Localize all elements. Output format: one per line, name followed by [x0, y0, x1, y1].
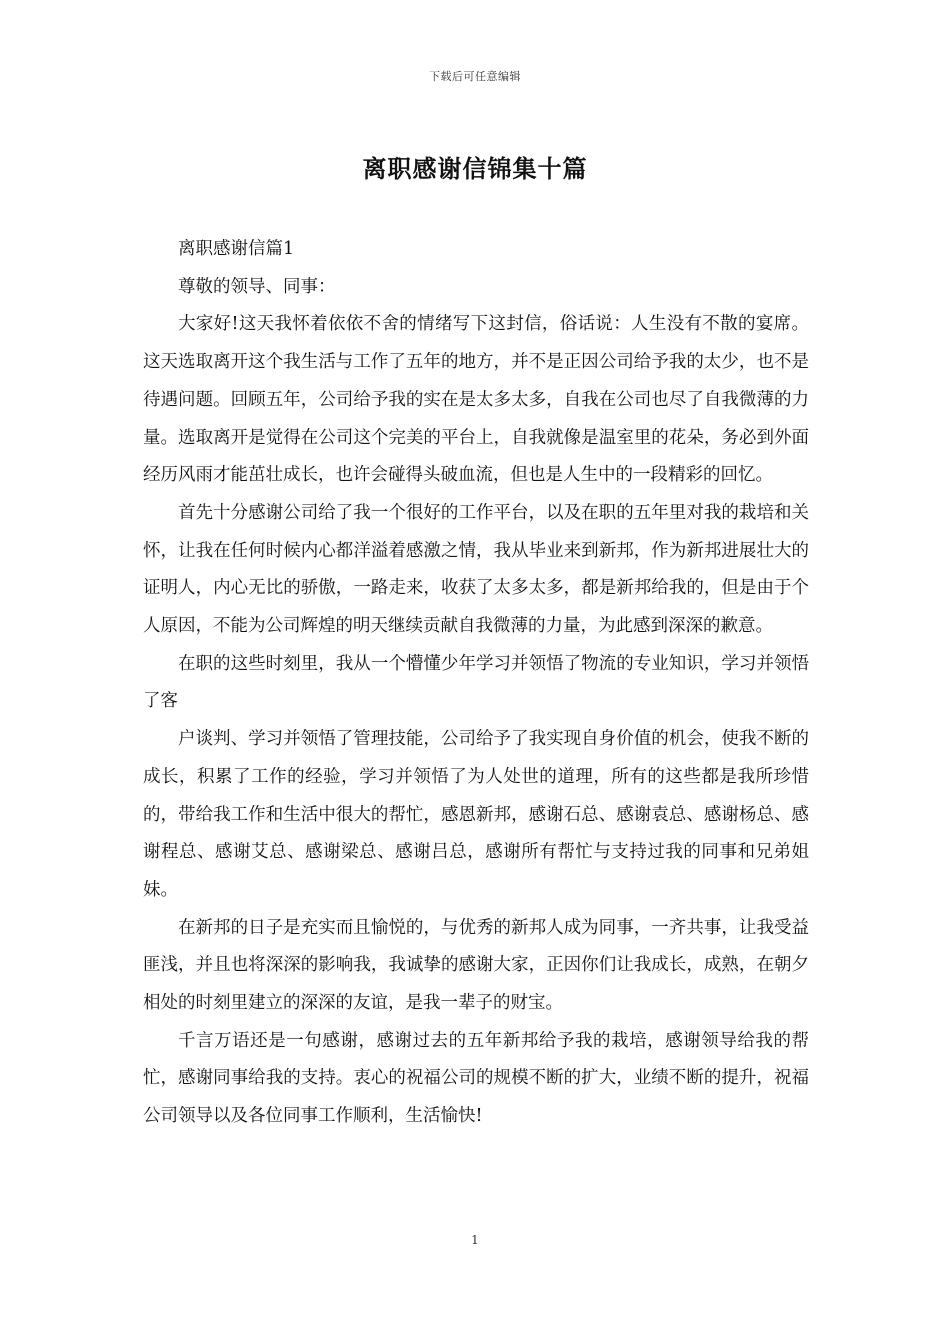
section-heading: 离职感谢信篇1	[178, 239, 295, 259]
body-paragraph: 在新邦的日子是充实而且愉悦的，与优秀的新邦人成为同事，一齐共事，让我受益匪浅，并且也将深深的影响我，我诚挚的感谢大家，正因你们让我成长，成熟，在朝夕相处的时刻里建立的深深的友谊，是我一辈子的财宝。	[143, 917, 809, 1014]
document-title: 离职感谢信锦集十篇	[362, 154, 588, 183]
page-number: 1	[471, 1233, 479, 1247]
page-header: 下载后可任意编辑	[429, 70, 521, 83]
body-paragraph: 大家好!这天我怀着依依不舍的情绪写下这封信，俗话说：人生没有不散的宴席。这天选取离开这个我生活与工作了五年的地方，并不是正因公司给予我的太少，也不是待遇问题。回顾五年，公司给予我的实在是太多太多，自我在公司也尽了自我微薄的力量。选取离开是觉得在公司这个完美的平台上，自我就像是温室里的花朵，务必到外面经历风雨才能茁壮成长，也许会碰得头破血流，但也是人生中的一段精彩的回忆。	[143, 314, 809, 486]
body-paragraph: 在职的这些时刻里，我从一个懵懂少年学习并领悟了物流的专业知识，学习并领悟了客	[143, 653, 809, 712]
body-paragraph: 千言万语还是一句感谢，感谢过去的五年新邦给予我的栽培，感谢领导给我的帮忙，感谢同事给我的支持。衷心的祝福公司的规模不断的扩大，业绩不断的提升，祝福公司领导以及各位同事工作顺利，生活愉快!	[143, 1030, 809, 1127]
document-body	[143, 231, 809, 1136]
salutation: 尊敬的领导、同事：	[178, 276, 336, 297]
body-paragraph: 户谈判、学习并领悟了管理技能，公司给予了我实现自身价值的机会，使我不断的成长，积累了工作的经验，学习并领悟了为人处世的道理，所有的这些都是我所珍惜的，带给我工作和生活中很大的帮忙，感恩新邦，感谢石总、感谢袁总、感谢杨总、感谢程总、感谢艾总、感谢梁总、感谢吕总，感谢所有帮忙与支持过我的同事和兄弟姐妹。	[143, 729, 809, 900]
body-paragraph: 首先十分感谢公司给了我一个很好的工作平台，以及在职的五年里对我的栽培和关怀，让我在任何时候内心都洋溢着感激之情，我从毕业来到新邦，作为新邦进展壮大的证明人，内心无比的骄傲，一路走来，收获了太多太多，都是新邦给我的，但是由于个人原因，不能为公司辉煌的明天继续贡献自我微薄的力量，为此感到深深的歉意。	[143, 502, 809, 637]
